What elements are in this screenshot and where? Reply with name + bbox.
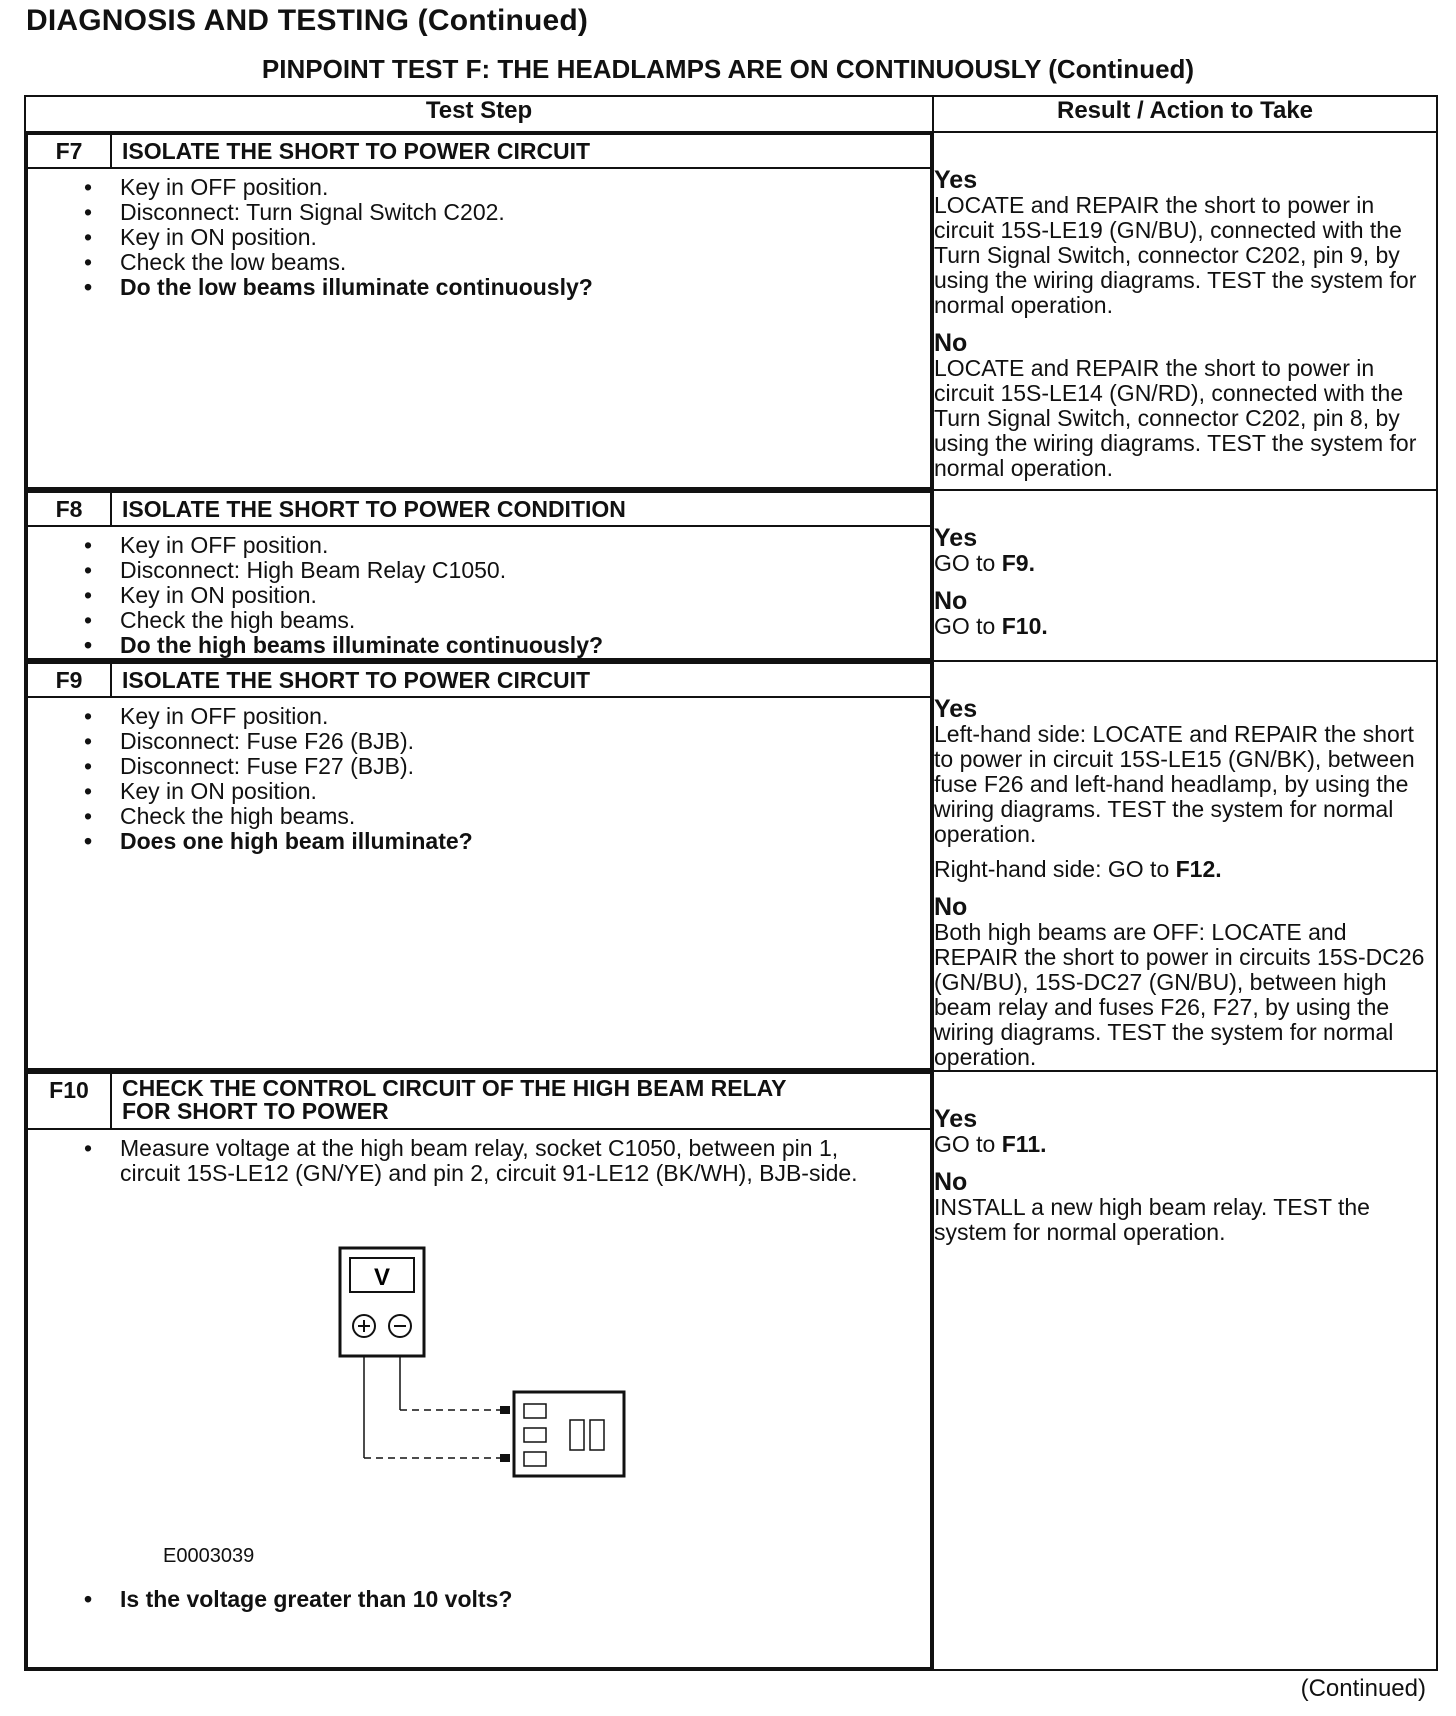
col-header-test-step: Test Step	[25, 96, 933, 132]
step-cell	[25, 132, 933, 490]
yes-action: GO to F11.	[934, 1131, 1047, 1157]
step-bullets	[28, 533, 930, 658]
step-question: • Is the voltage greater than 10 volts?	[120, 1586, 930, 1613]
step-title-line-2: FOR SHORT TO POWER	[122, 1098, 389, 1124]
no-label: No	[934, 1168, 968, 1196]
col-header-result: Result / Action to Take	[933, 96, 1437, 132]
result-cell	[933, 132, 1437, 490]
no-label: No	[934, 329, 968, 357]
step-title	[111, 1073, 931, 1129]
step-title: ISOLATE THE SHORT TO POWER CONDITION	[111, 492, 931, 526]
section-title: DIAGNOSIS AND TESTING (Continued)	[26, 4, 589, 37]
no-action: GO to F10.	[934, 613, 1048, 639]
list-item: • Key in ON position.	[120, 225, 930, 250]
step-bullets	[28, 1136, 930, 1186]
meter-label: V	[373, 1264, 391, 1291]
list-item: • Key in ON position.	[120, 779, 930, 804]
result-cell	[933, 1071, 1437, 1670]
no-action: LOCATE and REPAIR the short to power in circuit 15S-LE14 (GN/RD), connected with the Turn Signal Switch, connector C202, pin 8, by using the wiring diagrams. TEST the system for normal operation.	[934, 355, 1417, 481]
voltmeter-diagram-svg	[338, 1246, 658, 1506]
step-row-f8	[25, 490, 1437, 661]
list-item: • Key in OFF position.	[120, 175, 930, 200]
list-item: • Measure voltage at the high beam relay, socket C1050, between pin 1, circuit 15S-LE12 (GN/YE) and pin 2, circuit 91-LE12 (BK/WH), BJB-side.	[120, 1136, 900, 1186]
step-title: ISOLATE THE SHORT TO POWER CIRCUIT	[111, 663, 931, 697]
step-title: ISOLATE THE SHORT TO POWER CIRCUIT	[111, 134, 931, 168]
step-question: • Does one high beam illuminate?	[120, 829, 930, 854]
step-question: • Do the high beams illuminate continuously?	[120, 633, 930, 658]
figure-id: E0003039	[163, 1545, 255, 1567]
voltmeter-diagram	[338, 1246, 930, 1511]
result-cell	[933, 490, 1437, 661]
step-bullets	[28, 704, 930, 854]
continued-footer: (Continued)	[1300, 1675, 1426, 1702]
step-row-f7	[25, 132, 1437, 490]
yes-action: GO to F9.	[934, 550, 1035, 576]
result-cell	[933, 661, 1437, 1071]
list-item: • Check the high beams.	[120, 608, 930, 633]
no-action: Both high beams are OFF: LOCATE and REPAIR the short to power in circuits 15S-DC26 (GN/BU), 15S-DC27 (GN/BU), between high beam relay and fuses F26, F27, by using the wiring diagrams. TEST the system for normal operation.	[934, 919, 1425, 1070]
yes-label: Yes	[934, 166, 978, 194]
step-cell	[25, 661, 933, 1071]
list-item: • Key in OFF position.	[120, 533, 930, 558]
list-item: • Disconnect: Turn Signal Switch C202.	[120, 200, 930, 225]
table-header-row	[25, 96, 1437, 132]
step-id: F10	[27, 1073, 111, 1129]
list-item: • Key in OFF position.	[120, 704, 930, 729]
yes-label: Yes	[934, 524, 978, 552]
step-id: F9	[27, 663, 111, 697]
yes-action-rh: Right-hand side: GO to F12.	[934, 856, 1222, 882]
yes-action: LOCATE and REPAIR the short to power in circuit 15S-LE19 (GN/BU), connected with the Turn Signal Switch, connector C202, pin 9, by using the wiring diagrams. TEST the system for normal operation.	[934, 192, 1417, 318]
step-bullets	[28, 175, 930, 300]
no-action: INSTALL a new high beam relay. TEST the system for normal operation.	[934, 1194, 1370, 1245]
pinpoint-test-table	[24, 95, 1438, 1671]
list-item: • Key in ON position.	[120, 583, 930, 608]
step-cell	[25, 1071, 933, 1670]
step-id: F7	[27, 134, 111, 168]
list-item: • Disconnect: Fuse F27 (BJB).	[120, 754, 930, 779]
step-cell	[25, 490, 933, 661]
step-question: • Do the low beams illuminate continuously?	[120, 275, 930, 300]
step-row-f9	[25, 661, 1437, 1071]
list-item: • Disconnect: Fuse F26 (BJB).	[120, 729, 930, 754]
list-item: • Disconnect: High Beam Relay C1050.	[120, 558, 930, 583]
yes-action: Left-hand side: LOCATE and REPAIR the short to power in circuit 15S-LE15 (GN/BK), between fuse F26 and left-hand headlamp, by using the wiring diagrams. TEST the system for normal operation.	[934, 721, 1415, 847]
no-label: No	[934, 893, 968, 921]
no-label: No	[934, 587, 968, 615]
yes-label: Yes	[934, 695, 978, 723]
list-item: • Check the high beams.	[120, 804, 930, 829]
step-title-line-1: CHECK THE CONTROL CIRCUIT OF THE HIGH BEAM RELAY	[122, 1075, 787, 1101]
list-item: • Check the low beams.	[120, 250, 930, 275]
step-row-f10	[25, 1071, 1437, 1670]
pinpoint-test-title: PINPOINT TEST F: THE HEADLAMPS ARE ON CONTINUOUSLY (Continued)	[261, 54, 1195, 84]
step-id: F8	[27, 492, 111, 526]
yes-label: Yes	[934, 1105, 978, 1133]
